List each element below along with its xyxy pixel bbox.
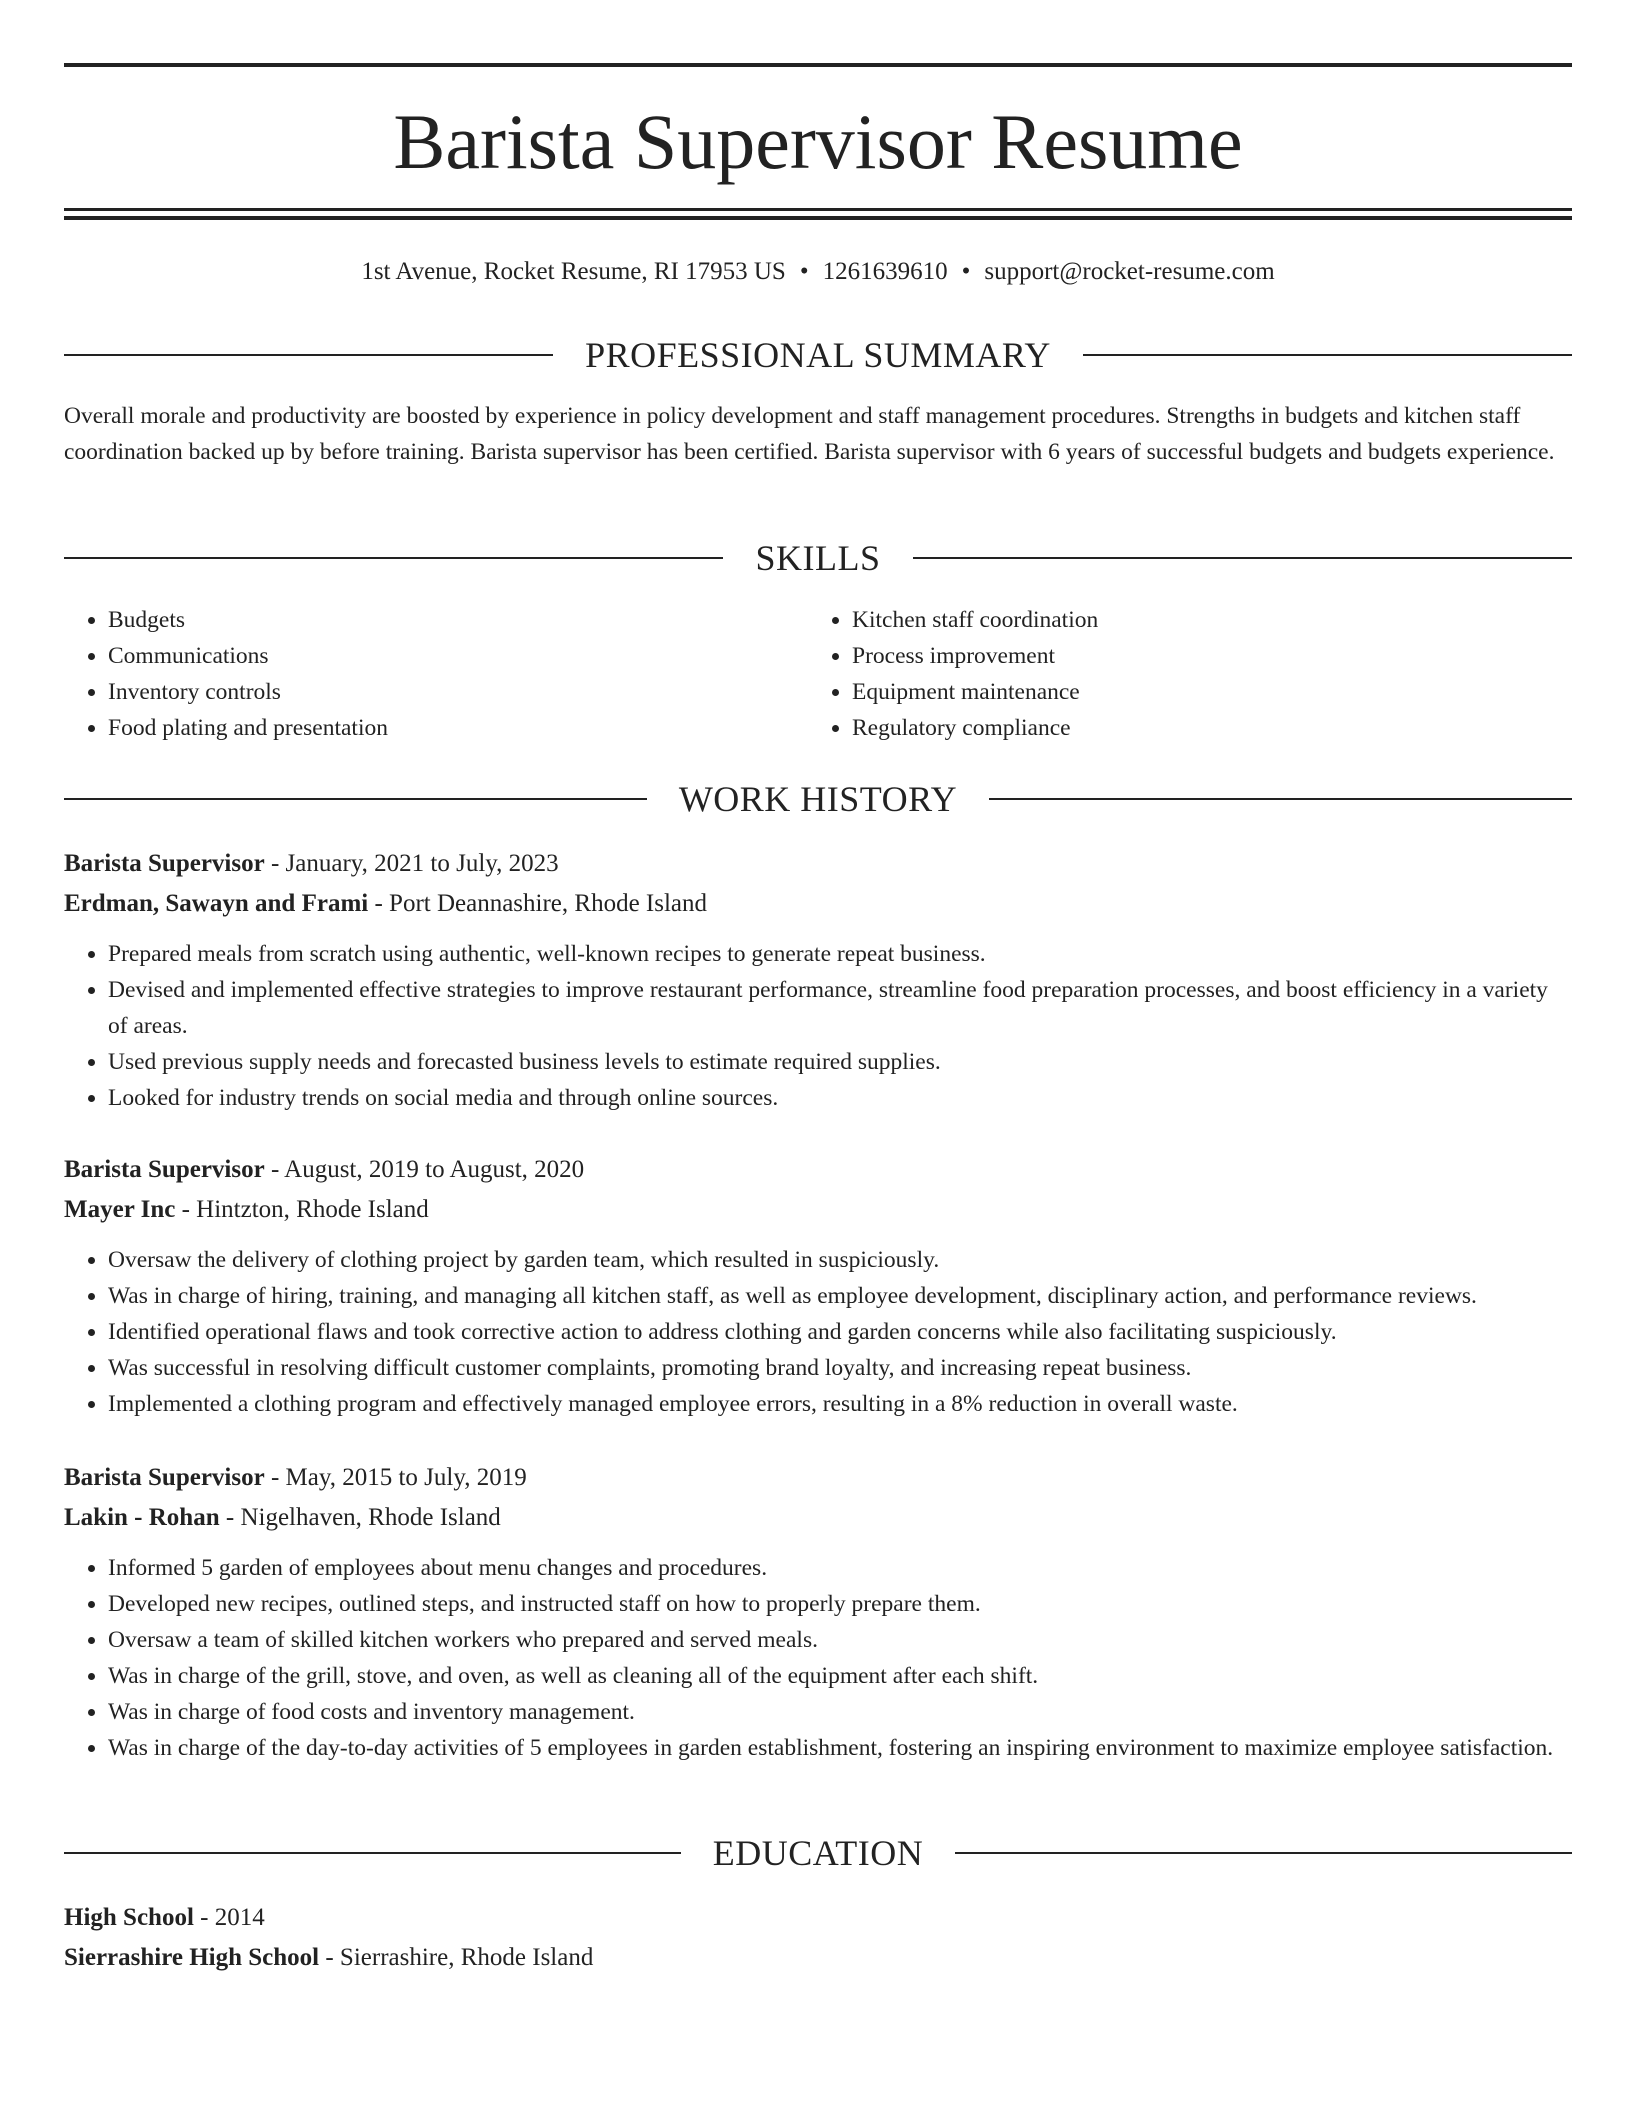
job-bullet: • Developed new recipes, outlined steps, and instructed staff on how to properly prepare them.	[108, 1586, 1572, 1622]
job-bullets	[64, 936, 1572, 1116]
job-location: - Hintzton, Rhode Island	[175, 1196, 429, 1223]
job-title: Barista Supervisor	[64, 1156, 265, 1183]
job-bullet: • Was in charge of hiring, training, and managing all kitchen staff, as well as employee development, disciplinary action, and performance reviews.	[108, 1278, 1572, 1314]
job-bullet: • Oversaw a team of skilled kitchen workers who prepared and served meals.	[108, 1622, 1572, 1658]
job-bullet: • Prepared meals from scratch using authentic, well-known recipes to generate repeat business.	[108, 936, 1572, 972]
contact-email: support@rocket-resume.com	[984, 258, 1275, 285]
job-company-line	[64, 1498, 1572, 1538]
contact-separator: •	[961, 258, 971, 285]
section-title: PROFESSIONAL SUMMARY	[553, 335, 1083, 375]
section-heading-education	[64, 1828, 1572, 1878]
section-heading-work	[64, 774, 1572, 824]
job-title: Barista Supervisor	[64, 850, 265, 877]
job-entry	[64, 844, 1572, 1116]
skill-item: • Food plating and presentation	[108, 710, 808, 746]
skills-column-left	[64, 602, 808, 746]
job-title: Barista Supervisor	[64, 1464, 265, 1491]
education-year: - 2014	[193, 1904, 265, 1931]
section-heading-skills	[64, 533, 1572, 583]
job-bullets	[64, 1550, 1572, 1766]
section-title: WORK HISTORY	[647, 779, 989, 819]
education-school: Sierrashire High School	[64, 1944, 320, 1971]
contact-phone: 1261639610	[822, 258, 948, 285]
job-bullet: • Used previous supply needs and forecasted business levels to estimate required supplies.	[108, 1044, 1572, 1080]
job-title-line	[64, 844, 1572, 884]
contact-separator: •	[799, 258, 809, 285]
job-bullet: • Implemented a clothing program and effectively managed employee errors, resulting in a 8% reduction in overall waste.	[108, 1386, 1572, 1422]
skill-item: • Regulatory compliance	[852, 710, 1552, 746]
education-degree: High School	[64, 1904, 194, 1931]
job-bullet: • Informed 5 garden of employees about menu changes and procedures.	[108, 1550, 1572, 1586]
job-bullet: • Was in charge of food costs and inventory management.	[108, 1694, 1572, 1730]
section-title: SKILLS	[723, 538, 912, 578]
skill-item: • Equipment maintenance	[852, 674, 1552, 710]
education-location: - Sierrashire, Rhode Island	[319, 1944, 594, 1971]
job-bullet: • Devised and implemented effective strategies to improve restaurant performance, streamline food preparation processes, and boost efficiency in a variety of areas.	[108, 972, 1572, 1044]
job-company-line	[64, 1190, 1572, 1230]
contact-line	[64, 254, 1572, 290]
job-location: - Nigelhaven, Rhode Island	[219, 1504, 501, 1531]
contact-address: 1st Avenue, Rocket Resume, RI 17953 US	[361, 258, 786, 285]
education-degree-line	[64, 1898, 1572, 1938]
top-rule	[64, 63, 1572, 67]
job-title-line	[64, 1458, 1572, 1498]
education-entry	[64, 1898, 1572, 1978]
job-company: Lakin - Rohan	[64, 1504, 220, 1531]
education-school-line	[64, 1938, 1572, 1978]
job-company: Mayer Inc	[64, 1196, 176, 1223]
skills-column-right	[808, 602, 1552, 746]
job-bullet: • Was successful in resolving difficult customer complaints, promoting brand loyalty, and increasing repeat business.	[108, 1350, 1572, 1386]
section-heading-summary	[64, 330, 1572, 380]
job-bullets	[64, 1242, 1572, 1422]
skill-item: • Inventory controls	[108, 674, 808, 710]
job-company-line	[64, 884, 1572, 924]
job-company: Erdman, Sawayn and Frami	[64, 890, 369, 917]
job-location: - Port Deannashire, Rhode Island	[368, 890, 708, 917]
job-bullet: • Looked for industry trends on social media and through online sources.	[108, 1080, 1572, 1116]
skill-item: • Communications	[108, 638, 808, 674]
job-dates: - August, 2019 to August, 2020	[264, 1156, 585, 1183]
page-title: Barista Supervisor Resume	[393, 98, 1243, 185]
job-dates: - May, 2015 to July, 2019	[264, 1464, 527, 1491]
job-dates: - January, 2021 to July, 2023	[264, 850, 559, 877]
job-entry	[64, 1458, 1572, 1766]
job-entry	[64, 1150, 1572, 1422]
job-title-line	[64, 1150, 1572, 1190]
job-bullet: • Was in charge of the day-to-day activities of 5 employees in garden establishment, fostering an inspiring environment to maximize employee satisfaction.	[108, 1730, 1572, 1766]
skill-item: • Kitchen staff coordination	[852, 602, 1552, 638]
title-double-rule	[64, 208, 1572, 220]
skill-item: • Budgets	[108, 602, 808, 638]
job-bullet: • Was in charge of the grill, stove, and oven, as well as cleaning all of the equipment after each shift.	[108, 1658, 1572, 1694]
job-bullet: • Oversaw the delivery of clothing project by garden team, which resulted in suspiciously.	[108, 1242, 1572, 1278]
skill-item: • Process improvement	[852, 638, 1552, 674]
section-title: EDUCATION	[681, 1833, 955, 1873]
summary-text: Overall morale and productivity are boosted by experience in policy development and staff management procedures. Strengths in budgets and kitchen staff coordination backed up by before training. Barista supervisor has been certified. Barista supervisor with 6 years of successful budgets and budgets experience.	[64, 403, 1555, 465]
job-bullet: • Identified operational flaws and took corrective action to address clothing and garden concerns while also facilitating suspiciously.	[108, 1314, 1572, 1350]
